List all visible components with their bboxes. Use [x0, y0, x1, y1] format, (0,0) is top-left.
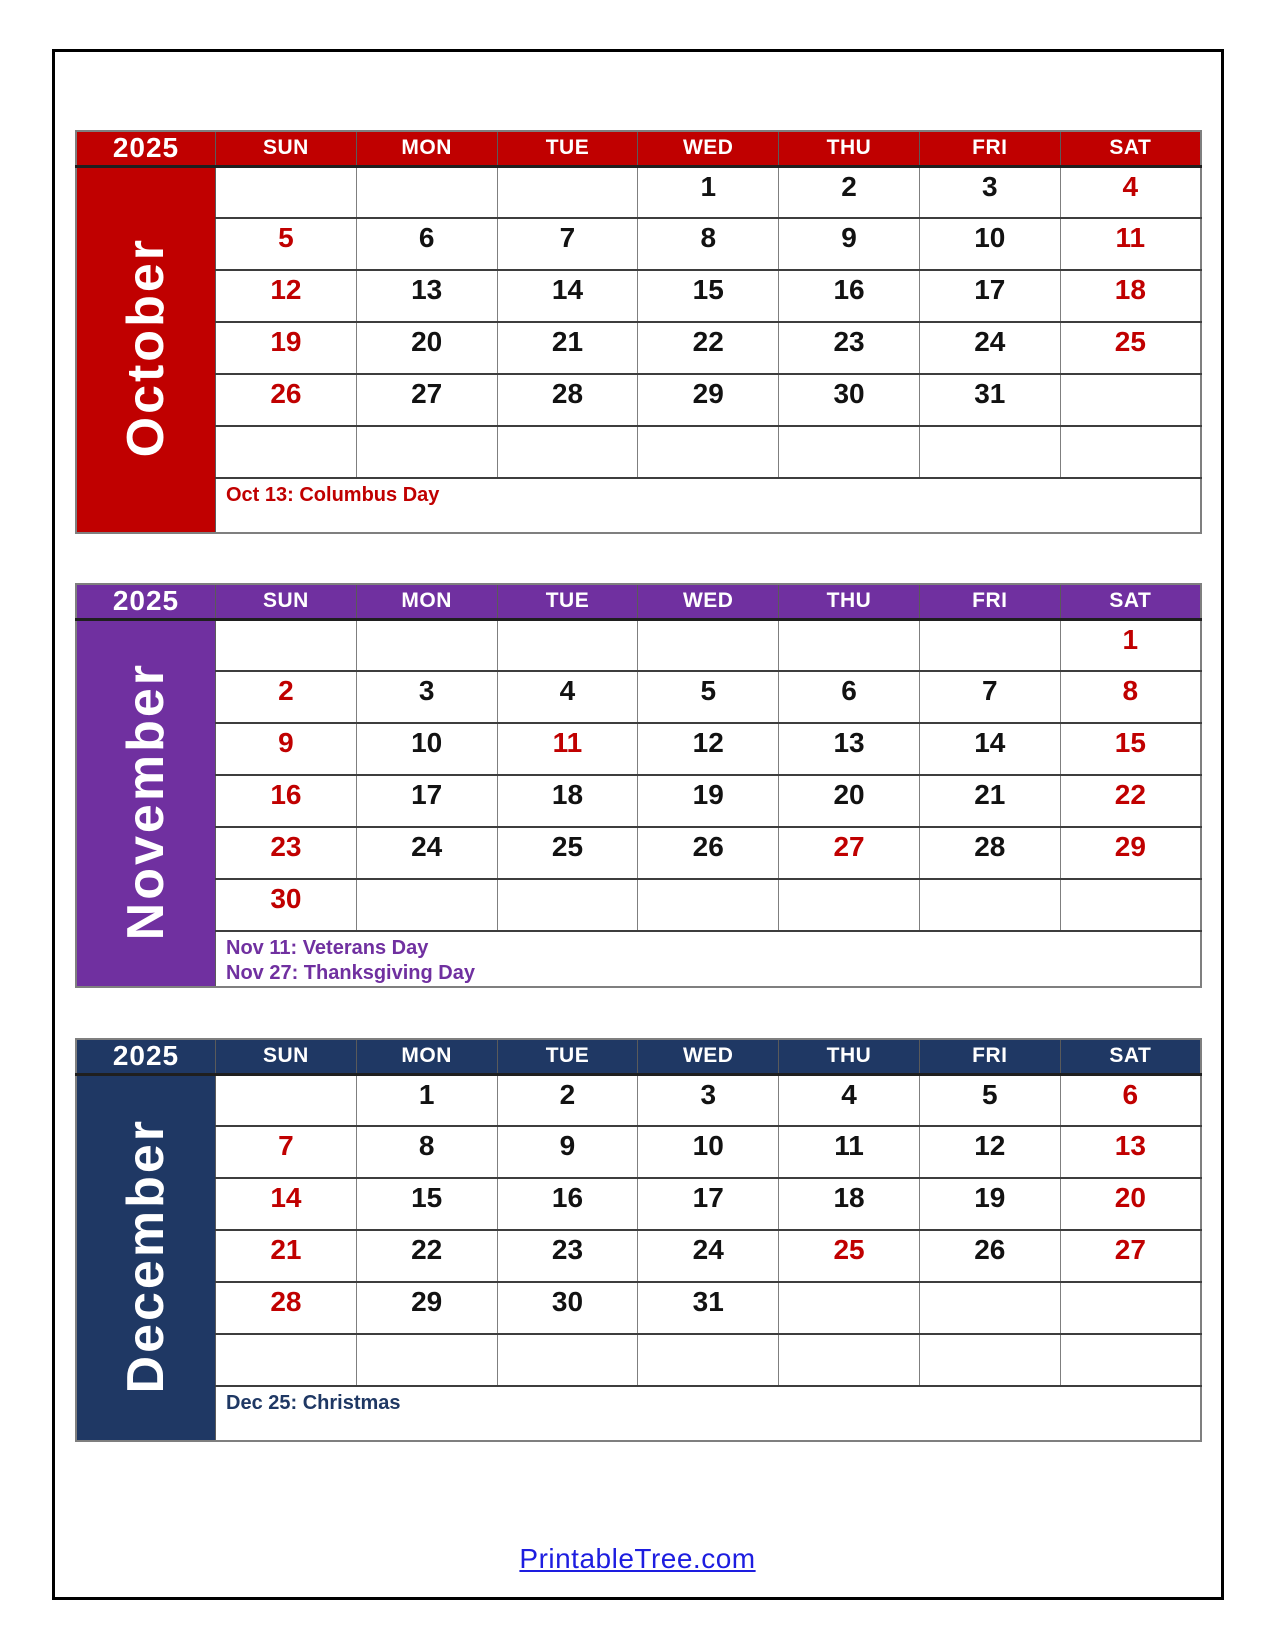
date-oct-21: 21: [497, 322, 638, 374]
empty-date-cell: [919, 1282, 1060, 1334]
date-dec-21: 21: [216, 1230, 357, 1282]
empty-date-cell: [356, 426, 497, 478]
month-band-november: [76, 619, 216, 987]
date-dec-6: 6: [1060, 1074, 1201, 1126]
date-dec-7: 7: [216, 1126, 357, 1178]
date-nov-2: 2: [216, 671, 357, 723]
date-dec-17: 17: [638, 1178, 779, 1230]
weekday-header-mon: MON: [356, 584, 497, 619]
week-row: [76, 374, 1201, 426]
empty-date-cell: [1060, 426, 1201, 478]
holiday-note: Oct 13: Columbus Day: [226, 484, 440, 506]
date-oct-19: 19: [216, 322, 357, 374]
date-oct-8: 8: [638, 218, 779, 270]
date-dec-9: 9: [497, 1126, 638, 1178]
weekday-header-wed: WED: [638, 131, 779, 166]
weekday-header-tue: TUE: [497, 131, 638, 166]
date-nov-24: 24: [356, 827, 497, 879]
weekday-header-mon: MON: [356, 131, 497, 166]
calendar-table-october: [75, 130, 1202, 534]
date-oct-17: 17: [919, 270, 1060, 322]
date-oct-2: 2: [779, 166, 920, 218]
weekday-header-sun: SUN: [216, 584, 357, 619]
empty-date-cell: [779, 879, 920, 931]
empty-date-cell: [497, 619, 638, 671]
empty-date-cell: [1060, 1334, 1201, 1386]
calendar-november: [75, 583, 1202, 988]
date-oct-16: 16: [779, 270, 920, 322]
date-nov-19: 19: [638, 775, 779, 827]
date-nov-12: 12: [638, 723, 779, 775]
empty-date-cell: [919, 1334, 1060, 1386]
date-dec-26: 26: [919, 1230, 1060, 1282]
calendar-table-november: [75, 583, 1202, 988]
week-row: [76, 879, 1201, 931]
weekday-header-fri: FRI: [919, 1039, 1060, 1074]
empty-date-cell: [497, 166, 638, 218]
date-nov-15: 15: [1060, 723, 1201, 775]
week-row: [76, 723, 1201, 775]
date-dec-22: 22: [356, 1230, 497, 1282]
date-dec-2: 2: [497, 1074, 638, 1126]
date-oct-14: 14: [497, 270, 638, 322]
date-oct-22: 22: [638, 322, 779, 374]
date-nov-22: 22: [1060, 775, 1201, 827]
date-nov-25: 25: [497, 827, 638, 879]
weekday-header-sat: SAT: [1060, 131, 1201, 166]
week-row: [76, 426, 1201, 478]
date-dec-18: 18: [779, 1178, 920, 1230]
empty-date-cell: [919, 879, 1060, 931]
week-row: [76, 1230, 1201, 1282]
date-dec-28: 28: [216, 1282, 357, 1334]
weekday-header-fri: FRI: [919, 131, 1060, 166]
holiday-row: [76, 1386, 1201, 1441]
date-nov-21: 21: [919, 775, 1060, 827]
date-nov-29: 29: [1060, 827, 1201, 879]
printabletree-link[interactable]: PrintableTree.com: [519, 1543, 756, 1574]
empty-date-cell: [497, 1334, 638, 1386]
holiday-note: Nov 11: Veterans Day: [226, 937, 429, 959]
date-dec-24: 24: [638, 1230, 779, 1282]
holiday-notes-november: [216, 931, 1202, 987]
empty-date-cell: [1060, 1282, 1201, 1334]
date-nov-10: 10: [356, 723, 497, 775]
empty-date-cell: [216, 166, 357, 218]
date-oct-27: 27: [356, 374, 497, 426]
date-oct-10: 10: [919, 218, 1060, 270]
weekday-header-sun: SUN: [216, 131, 357, 166]
empty-date-cell: [779, 619, 920, 671]
month-band-october: [76, 166, 216, 533]
empty-date-cell: [638, 879, 779, 931]
year-label-october: 2025: [76, 131, 216, 166]
calendar-december: [75, 1038, 1202, 1442]
date-nov-6: 6: [779, 671, 920, 723]
date-dec-27: 27: [1060, 1230, 1201, 1282]
date-dec-14: 14: [216, 1178, 357, 1230]
empty-date-cell: [919, 619, 1060, 671]
date-nov-16: 16: [216, 775, 357, 827]
weekday-header-tue: TUE: [497, 1039, 638, 1074]
year-label-november: 2025: [76, 584, 216, 619]
week-row: [76, 671, 1201, 723]
date-nov-26: 26: [638, 827, 779, 879]
weekday-header-thu: THU: [779, 131, 920, 166]
week-row: [76, 218, 1201, 270]
empty-date-cell: [356, 879, 497, 931]
date-dec-5: 5: [919, 1074, 1060, 1126]
date-dec-19: 19: [919, 1178, 1060, 1230]
date-oct-31: 31: [919, 374, 1060, 426]
date-nov-11: 11: [497, 723, 638, 775]
empty-date-cell: [356, 1334, 497, 1386]
date-oct-29: 29: [638, 374, 779, 426]
date-oct-30: 30: [779, 374, 920, 426]
month-name-december: December: [117, 1117, 175, 1393]
date-dec-10: 10: [638, 1126, 779, 1178]
date-dec-4: 4: [779, 1074, 920, 1126]
empty-date-cell: [216, 1334, 357, 1386]
date-nov-23: 23: [216, 827, 357, 879]
holiday-row: [76, 478, 1201, 533]
week-row: [76, 827, 1201, 879]
date-nov-1: 1: [1060, 619, 1201, 671]
date-nov-3: 3: [356, 671, 497, 723]
week-row: [76, 1334, 1201, 1386]
week-row: [76, 166, 1201, 218]
weekday-header-wed: WED: [638, 584, 779, 619]
weekday-header-thu: THU: [779, 584, 920, 619]
holiday-notes-october: [216, 478, 1202, 533]
weekday-header-fri: FRI: [919, 584, 1060, 619]
date-dec-30: 30: [497, 1282, 638, 1334]
date-nov-14: 14: [919, 723, 1060, 775]
date-dec-29: 29: [356, 1282, 497, 1334]
date-oct-23: 23: [779, 322, 920, 374]
date-oct-18: 18: [1060, 270, 1201, 322]
date-oct-7: 7: [497, 218, 638, 270]
week-row: [76, 619, 1201, 671]
date-oct-25: 25: [1060, 322, 1201, 374]
empty-date-cell: [497, 879, 638, 931]
date-dec-16: 16: [497, 1178, 638, 1230]
month-band-december: [76, 1074, 216, 1441]
calendar-table-december: [75, 1038, 1202, 1442]
month-name-october: October: [117, 237, 175, 458]
empty-date-cell: [1060, 879, 1201, 931]
date-oct-11: 11: [1060, 218, 1201, 270]
date-oct-3: 3: [919, 166, 1060, 218]
weekday-header-wed: WED: [638, 1039, 779, 1074]
date-oct-4: 4: [1060, 166, 1201, 218]
week-row: [76, 1074, 1201, 1126]
date-oct-5: 5: [216, 218, 357, 270]
weekday-header-sun: SUN: [216, 1039, 357, 1074]
header-row: [76, 131, 1201, 166]
week-row: [76, 1282, 1201, 1334]
holiday-notes-december: [216, 1386, 1202, 1441]
empty-date-cell: [216, 619, 357, 671]
empty-date-cell: [356, 619, 497, 671]
empty-date-cell: [638, 1334, 779, 1386]
date-nov-20: 20: [779, 775, 920, 827]
date-dec-13: 13: [1060, 1126, 1201, 1178]
weekday-header-mon: MON: [356, 1039, 497, 1074]
weekday-header-tue: TUE: [497, 584, 638, 619]
empty-date-cell: [216, 1074, 357, 1126]
empty-date-cell: [779, 1334, 920, 1386]
date-oct-26: 26: [216, 374, 357, 426]
date-oct-24: 24: [919, 322, 1060, 374]
date-dec-1: 1: [356, 1074, 497, 1126]
week-row: [76, 270, 1201, 322]
date-dec-25: 25: [779, 1230, 920, 1282]
date-nov-18: 18: [497, 775, 638, 827]
holiday-note: Nov 27: Thanksgiving Day: [226, 962, 475, 984]
date-nov-30: 30: [216, 879, 357, 931]
empty-date-cell: [1060, 374, 1201, 426]
date-dec-31: 31: [638, 1282, 779, 1334]
date-nov-28: 28: [919, 827, 1060, 879]
year-label-december: 2025: [76, 1039, 216, 1074]
footer: [0, 1543, 1275, 1575]
empty-date-cell: [216, 426, 357, 478]
date-nov-5: 5: [638, 671, 779, 723]
month-name-november: November: [117, 661, 175, 940]
empty-date-cell: [638, 426, 779, 478]
date-oct-9: 9: [779, 218, 920, 270]
date-oct-28: 28: [497, 374, 638, 426]
date-oct-1: 1: [638, 166, 779, 218]
week-row: [76, 1178, 1201, 1230]
empty-date-cell: [919, 426, 1060, 478]
date-nov-13: 13: [779, 723, 920, 775]
date-oct-6: 6: [356, 218, 497, 270]
header-row: [76, 1039, 1201, 1074]
date-oct-20: 20: [356, 322, 497, 374]
date-nov-4: 4: [497, 671, 638, 723]
date-nov-17: 17: [356, 775, 497, 827]
date-oct-13: 13: [356, 270, 497, 322]
empty-date-cell: [497, 426, 638, 478]
week-row: [76, 1126, 1201, 1178]
date-dec-8: 8: [356, 1126, 497, 1178]
weekday-header-sat: SAT: [1060, 1039, 1201, 1074]
date-oct-12: 12: [216, 270, 357, 322]
date-dec-12: 12: [919, 1126, 1060, 1178]
empty-date-cell: [356, 166, 497, 218]
empty-date-cell: [779, 426, 920, 478]
weekday-header-thu: THU: [779, 1039, 920, 1074]
week-row: [76, 322, 1201, 374]
empty-date-cell: [779, 1282, 920, 1334]
holiday-note: Dec 25: Christmas: [226, 1392, 401, 1414]
date-dec-20: 20: [1060, 1178, 1201, 1230]
week-row: [76, 775, 1201, 827]
empty-date-cell: [638, 619, 779, 671]
header-row: [76, 584, 1201, 619]
date-dec-15: 15: [356, 1178, 497, 1230]
date-dec-11: 11: [779, 1126, 920, 1178]
weekday-header-sat: SAT: [1060, 584, 1201, 619]
date-nov-7: 7: [919, 671, 1060, 723]
holiday-row: [76, 931, 1201, 987]
date-dec-3: 3: [638, 1074, 779, 1126]
date-nov-8: 8: [1060, 671, 1201, 723]
calendar-october: [75, 130, 1202, 534]
date-oct-15: 15: [638, 270, 779, 322]
date-dec-23: 23: [497, 1230, 638, 1282]
date-nov-27: 27: [779, 827, 920, 879]
date-nov-9: 9: [216, 723, 357, 775]
